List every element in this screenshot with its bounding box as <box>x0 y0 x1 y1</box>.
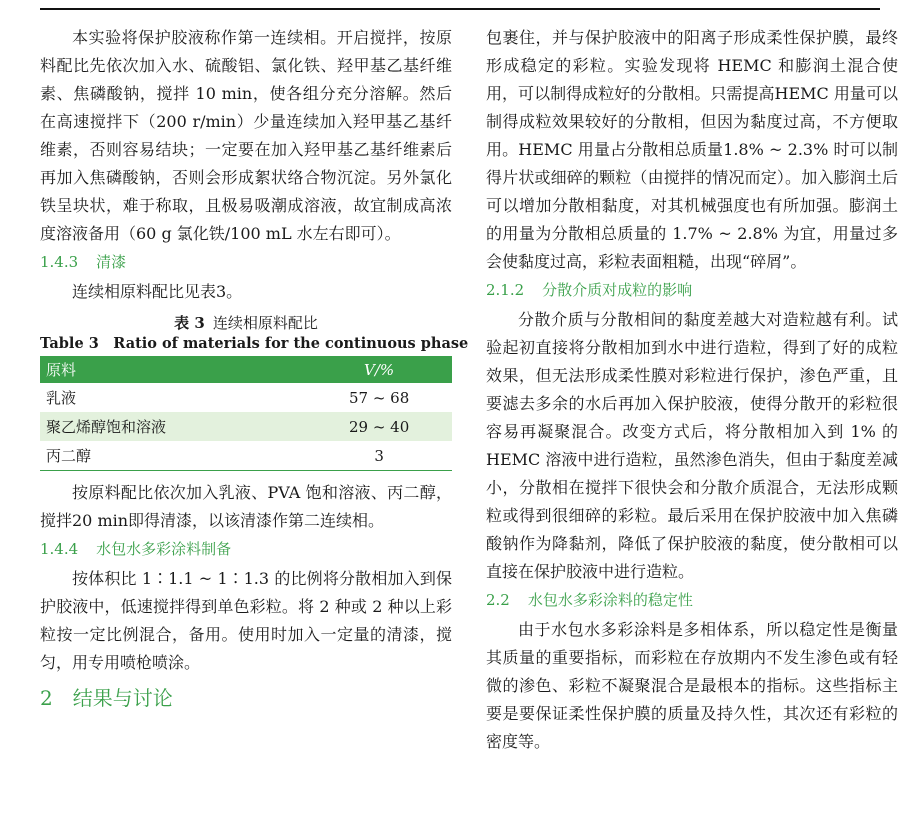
table-cell: 57 ~ 68 <box>348 388 410 407</box>
materials-table <box>40 356 452 471</box>
table-header-row <box>40 356 452 383</box>
table-title-cn: 连续相原料配比 <box>212 314 318 332</box>
table-cell: 聚乙烯醇饱和溶液 <box>46 418 167 436</box>
section-number: 2.1.2 <box>486 281 525 299</box>
table-row <box>40 412 452 441</box>
table-cell: 3 <box>306 441 452 471</box>
section-title: 结果与讨论 <box>72 686 173 710</box>
section-number: 2.2 <box>486 591 510 609</box>
section-number: 1.4.4 <box>40 540 79 558</box>
table-row <box>40 441 452 471</box>
table-caption-en: Table 3 Ratio of materials for the continuous phase <box>40 335 469 352</box>
paragraph: 包裹住，并与保护胶液中的阳离子形成柔性保护膜，最终形成稳定的彩粒。实验发现将 HEMC 和膨润土混合使用，可以制得成粒好的分散相。只需提高HEMC 用量可以制得成粒效果较好的分散相，但因为黏度过高，不方便取用。HEMC 用量占分散相总质量1.8% ~ 2.3% 时可以制得片状或细碎的颗粒（由搅拌的情况而定）。加入膨润土后可以增加分散相黏度，对其机械强度也有所加强。膨润土的用量为分散相总质量的 1.7% ~ 2.8% 为宜，用量过多会使黏度过高，彩粒表面粗糙，出现“碎屑”。 <box>486 28 898 271</box>
section-heading-2-1-2 <box>486 278 898 302</box>
left-column <box>40 24 469 713</box>
paragraph: 按原料配比依次加入乳液、PVA 饱和溶液、丙二醇，搅拌20 min即得清漆，以该清漆作第二连续相。 <box>40 483 452 530</box>
section-heading-2 <box>40 683 452 713</box>
table-cell: 丙二醇 <box>40 441 306 471</box>
table-caption-cn <box>40 312 452 334</box>
paragraph: 分散介质与分散相间的黏度差越大对造粒越有利。试验起初直接将分散相加到水中进行造粒，得到了好的成粒效果，但无法形成柔性膜对彩粒进行保护，渗色严重，且要滤去多余的水后再加入保护胶液，使得分散开的彩粒很容易再凝聚混合。改变方式后，将分散相加入到 1% 的 HEMC 溶液中进行造粒，虽然渗色消失，但由于黏度差减小，分散相在搅拌下很快会和分散介质混合，无法形成颗粒或得到很细碎的彩粒。最后采用在保护胶液中加入焦磷酸钠作为降黏剂，降低了保护胶液的黏度，使分散相可以直接在保护胶液中进行造粒。 <box>486 310 898 581</box>
section-heading-1-4-3 <box>40 250 452 274</box>
table-header-material: 原料 <box>46 361 77 379</box>
right-column <box>486 24 898 756</box>
section-number: 2 <box>40 686 53 710</box>
section-title: 分散介质对成粒的影响 <box>542 281 693 299</box>
section-number: 1.4.3 <box>40 253 79 271</box>
section-heading-2-2 <box>486 588 898 612</box>
table-header-volume: V/% <box>364 360 395 379</box>
section-title: 清漆 <box>96 253 127 271</box>
section-title: 水包水多彩涂料的稳定性 <box>527 591 693 609</box>
paragraph: 由于水包水多彩涂料是多相体系，所以稳定性是衡量其质量的重要指标，而彩粒在存放期内不发生渗色或有轻微的渗色、彩粒不凝聚混合是最根本的指标。这些指标主要是要保证柔性保护膜的质量及持久性，其次还有彩粒的密度等。 <box>486 620 898 751</box>
page-top-rule <box>40 8 880 10</box>
paragraph: 本实验将保护胶液称作第一连续相。开启搅拌，按原料配比先依次加入水、硫酸铝、氯化铁、羟甲基乙基纤维素、焦磷酸钠，搅拌 10 min，使各组分充分溶解。然后在高速搅拌下（200 r/min）少量连续加入羟甲基乙基纤维素，否则容易结块；一定要在加入羟甲基乙基纤维素后再加入焦磷酸钠，否则会形成絮状络合物沉淀。另外氯化铁呈块状，难于称取，且极易吸潮成溶液，故宜制成高浓度溶液备用（60 g 氯化铁/100 mL 水左右即可）。 <box>40 28 452 243</box>
table-row <box>40 383 452 412</box>
table-label: 表 3 <box>174 314 205 332</box>
section-title: 水包水多彩涂料制备 <box>96 540 232 558</box>
paragraph: 按体积比 1∶1.1 ~ 1∶1.3 的比例将分散相加入到保护胶液中，低速搅拌得到单色彩粒。将 2 种或 2 种以上彩粒按一定比例混合，备用。使用时加入一定量的清漆，搅匀，用专用喷枪喷涂。 <box>40 569 452 672</box>
section-heading-1-4-4 <box>40 537 452 561</box>
paragraph: 连续相原料配比见表3。 <box>72 282 243 301</box>
table-cell: 乳液 <box>46 389 77 407</box>
table-cell: 29 ~ 40 <box>348 417 410 436</box>
